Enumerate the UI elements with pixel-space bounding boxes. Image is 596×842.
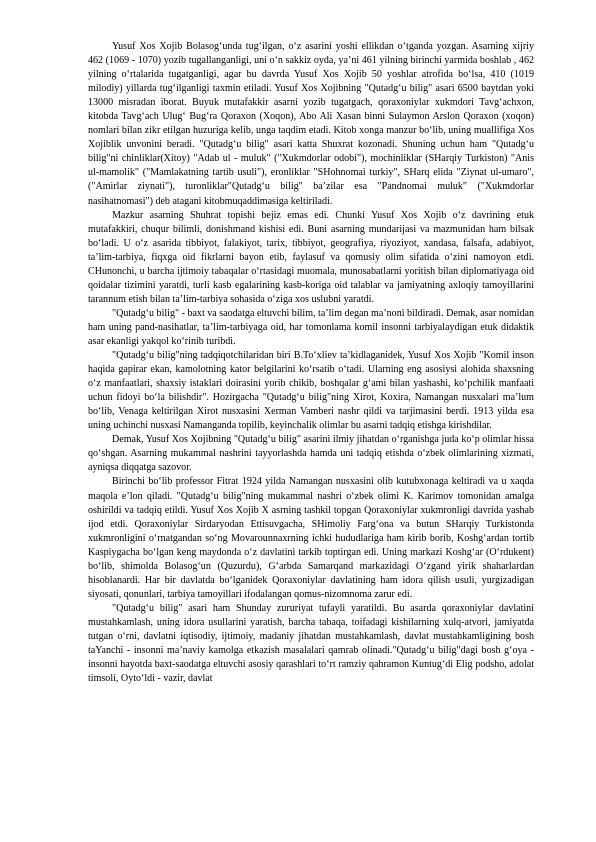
paragraph-title-meaning: "Qutadg‘u bilig" - baxt va saodatga eltuvchi bilim, ta’lim degan ma’noni bildiradi. Demak, asar nomidan ham uning pand-nasihatlar, ta’lim-tarbiyaga oid, har tomonlama komil insonni tarbiyalaydigan etuk didaktik asar ekanligi yakqol ko‘rinib turibdi.: [88, 307, 534, 347]
paragraph-main-idea: "Qutadg‘u bilig" asari ham Shunday zururiyat tufayli yaratildi. Bu asarda qoraxoniylar davlatini mustahkamlash, uning idora usullarini yaratish, barcha tabaqa, toifadagi kishilarning xulq-atvori, jamiyatda tutgan o‘rni, davlatni iqtisodiy, ijtimoiy, madaniy jihatdan mustahkamlash, davlat mustahkamligining bosh taYanchi - insonni ma’naviy kamolga etkazish masalalari qamrab olinadi."Qutadg‘u bilig"dagi bosh g‘oya - insonni hayotda baxt-saodatga eltuvchi asosiy qarashlari to‘rt ramziy qahramon Kuntug‘di Elig podsho, adolat timsoli, Oyto‘ldi - vazir, davlat: [88, 602, 534, 685]
paragraph-uzbek-scholars: Demak, Yusuf Xos Xojibning "Qutadg‘u bilig" asarini ilmiy jihatdan o‘rganishga juda ko‘p olimlar hissa qo‘shgan. Asarning mukammal nashrini tayyorlashda hamda uni tadqiq etishda o‘zbek olimlarining xizmati, ayniqsa diqqatga sazovor.: [88, 434, 534, 474]
document-page: [88, 40, 534, 686]
paragraph-birth-and-dating: Yusuf Xos Xojib Bolasog‘unda tug‘ilgan, o‘z asarini yoshi ellikdan o‘tganda yozgan. Asarning xijriy 462 (1069 - 1070) yozib tugallanganligi, uni o‘n sakkiz oyda, ya’ni 461 yilning birinchi yarmida boshlab , 462 yilning o‘rtalarida tugatganligi, agar bu davrda Yusuf Xos Xojib 50 yoshlar atrofida bo‘lsa, 410 (1019 milodiy) yillarda tug‘ilganligi taxmin etiladi. Yusuf Xos Xojibning "Qutadg‘u bilig" asari 6500 baytdan yoki 13000 misradan iborat. Buyuk mutafakkir asarni yozib tugatgach, qoraxoniylar xukmdori Tavg‘achxon, kitobda Tavg‘ach Ulug‘ Bug‘ra Qoraxon (Xoqon), Abo Ali Xasan binni Sulaymon Arslon Qoraxon (xoqon) nomlari bilan zikr etilgan huzuriga kelib, unga taqdim etadi. Kitob xonga manzur bo‘lib, uning muallifiga Xos Xojiblik unvonini beradi. "Qutadg‘u bilig" asari katta Shuxrat kozonadi. Shuning uchun ham "Qutadg‘u bilig"ni chinliklar(Xitoy) "Adab ul - muluk" ("Xukmdorlar odobi"), mochinliklar (SHarqiy Turkiston) "Anis ul-mamolik" ("Mamlakatning tartib usuli"), eronliklar "SHohnomai turkiy", SHarq elida "Ziynat ul-umaro", ("Amirlar ziynati"), turonliklar"Qutadg‘u bilig" ba’zilar esa "Pandnomai muluk" ("Xukmdorlar nasihatnomasi") deb atagani kitobmuqaddimasiga keltiriladi.: [88, 41, 534, 207]
paragraph-scholarship: Mazkur asarning Shuhrat topishi bejiz emas edi. Chunki Yusuf Xos Xojib o‘z davrining etuk mutafakkiri, chuqur bilimli, donishmand kishisi edi. Buni asarning mundarijasi va mazmunidan ham bilsak bo‘ladi. U o‘z asarida tibbiyot, falakiyot, tarix, tibbiyot, geografiya, riyoziyot, xandasa, falsafa, adabiyot, ta’lim-tarbiya, fiqxga oid fikrlarni bayon etib, faylasuf va qomusiy olim sifatida o‘zini namoyon etdi. CHunonchi, u barcha ijtimoiy tabaqalar o‘rtasidagi muomala, munosabatlarni yoritish bilan diplomatiyaga oid qoidalar tizimini yaratdi, turli kasb egalarining kasb-koriga oid talablar va jamiyatning axloqiy tamoyillarini tarannum etish bilan ta’lim-tarbiya sohasida o‘ziga xos uslubni yaratdi.: [88, 209, 534, 305]
paragraph-qarakhanid-state: Birinchi bo‘lib professor Fitrat 1924 yilda Namangan nusxasini olib kutubxonaga keltiradi va u xaqda maqola e’lon qiladi. "Qutadg‘u bilig"ning mukammal nashri o‘zbek olimi K. Karimov tomonidan amalga oshirildi va tadqiq etildi. Yusuf Xos Xojib X asrning tashkil topgan Qoraxoniylar xukmronligi davrida yashab ijod etdi. Qoraxoniylar Sirdaryodan Ettisuvgacha, SHimoliy Farg‘ona va butun SHarqiy Turkistonda xukmronligini o‘rnatgandan so‘ng Movarounnaxrning ichki hududlariga ham kirib borib, Koshg‘ardan tortib Kaspiygacha bo‘lgan keng maydonda o‘z davlatini tarkib toptirgan edi. Uning markazi Koshg‘ar (O‘rdukent) bo‘lib, shimolda Bolasog‘un (Quzurdu), G‘arbda Samarqand markazidagi O‘zgand yirik shaharlardan hisoblanardi. Har bir davlatda bo‘lganidek Qoraxoniylar davlatining ham idora qilish usuli, yurgizadigan siyosati, qonunlari, tarbiya tamoyillari ifodalangan qomus-nizomnoma zarur edi.: [88, 476, 534, 600]
paragraph-manuscripts: "Qutadg‘u bilig"ning tadqiqotchilaridan biri B.To‘xliev ta’kidlaganidek, Yusuf Xos Xojib "Komil inson haqida gapirar ekan, kamolotning kator belgilarini ko‘rsatib o‘tadi. Ularning eng asosiysi alohida shaxsning o‘z manfaatlari, shaxsiy istaklari doirasini yorib chikib, boshqalar g‘ami bilan yashashi, ko‘pchilik manfaati uchun fidoyi bo‘la bilishdir". Hozirgacha "Qutadg‘u bilig"ning Xirot, Koxira, Namangan nusxalari ma’lum bo‘lib, Venaga keltirilgan Xirot nusxasini Xerman Vamberi nashr qildi va tarjimasini berdi. 1913 yilda esa uning uchinchi nusxasi Namanganda topilib, keyinchalik olimlar bu asarni tadqiq etishga kirishdilar.: [88, 350, 534, 432]
